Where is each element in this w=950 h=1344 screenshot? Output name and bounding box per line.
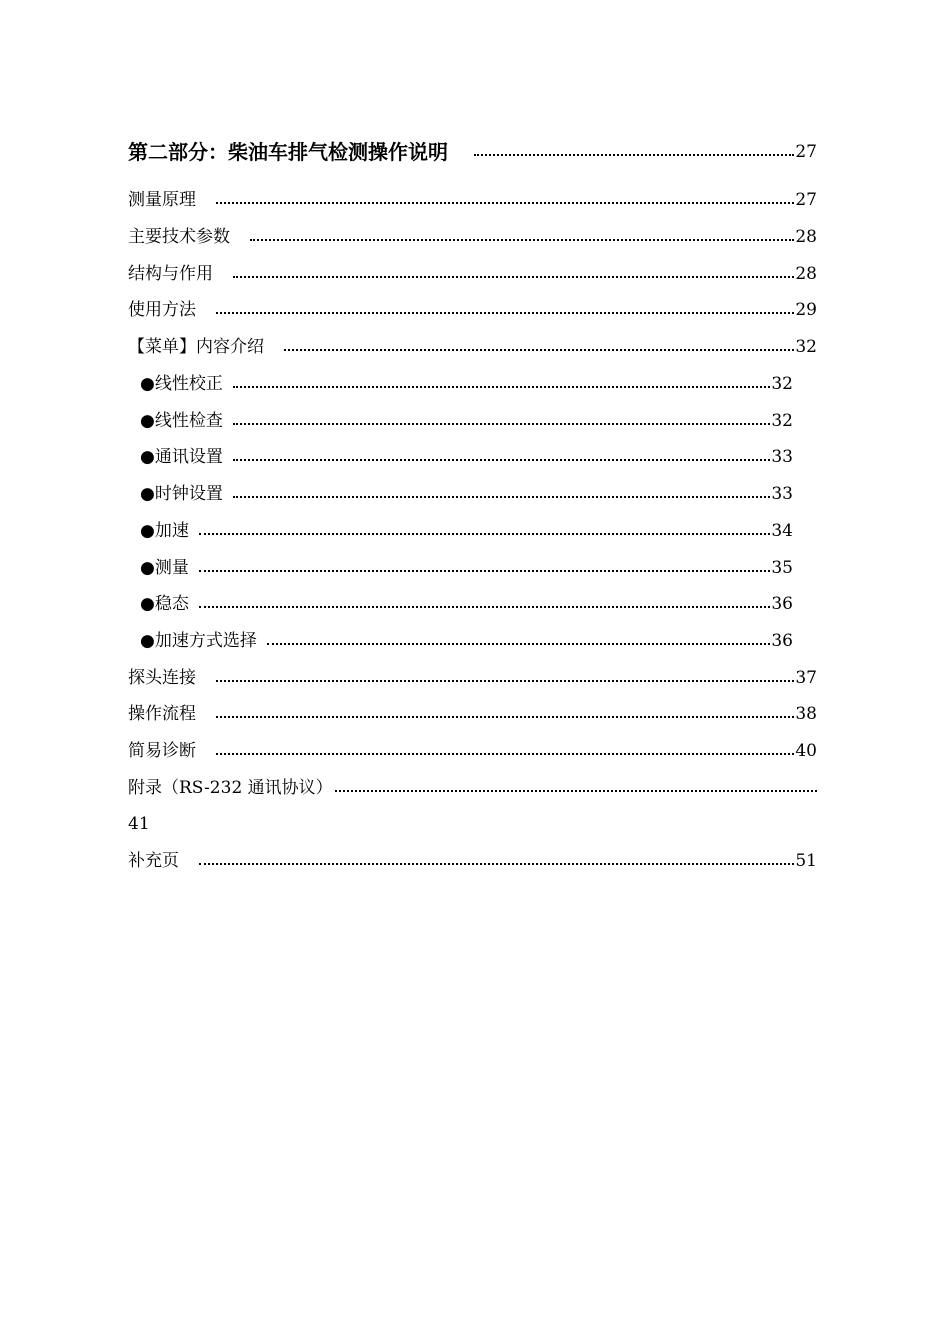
toc-entry-page: 37 [795,668,817,688]
toc-entry[interactable] [128,737,817,761]
toc-entry-page: 29 [795,300,817,320]
toc-subentry-page: 32 [771,374,793,394]
toc-entry-page: 28 [795,264,817,284]
dot-leader [284,349,794,351]
toc-subentry-page: 35 [771,558,793,578]
dot-leader [199,570,771,572]
toc-entry[interactable] [128,260,817,284]
toc-entry-label: 附录（RS-232 通讯协议） [128,778,333,798]
toc-entry[interactable] [128,700,817,724]
dot-leader [216,312,794,314]
dot-leader [199,606,771,608]
dot-leader [216,753,794,755]
toc-subentry-label: ●稳态 [140,594,189,614]
toc-entry-page: 51 [795,851,817,871]
toc-subentry-page: 36 [771,631,793,651]
toc-entry-page: 38 [795,704,817,724]
dot-leader [199,863,794,865]
toc-entry-page: 27 [795,190,817,210]
dot-leader [233,459,771,461]
dot-leader [233,496,771,498]
toc-entry-label: 使用方法 [128,300,196,320]
toc-entry-appendix-page: 41 [128,814,150,834]
toc-subentry-label: ●通讯设置 [140,447,223,467]
toc-entry[interactable] [128,296,817,320]
toc-entry-label: 主要技术参数 [128,227,230,247]
dot-leader [233,386,771,388]
toc-subentry[interactable] [140,627,793,651]
toc-subentry-label: ●线性检查 [140,411,223,431]
toc-entry-appendix[interactable] [128,774,817,798]
toc-subentry-page: 34 [771,521,793,541]
dot-leader [216,716,794,718]
toc-entry-label: 操作流程 [128,704,196,724]
toc-subentry-label: ●时钟设置 [140,484,223,504]
dot-leader [474,154,794,156]
toc-heading[interactable] [128,136,817,164]
toc-entry[interactable] [128,186,817,210]
toc-entry-label: 结构与作用 [128,264,213,284]
toc-subentry-page: 32 [771,411,793,431]
dot-leader [233,423,771,425]
dot-leader [233,276,794,278]
toc-entry[interactable] [128,223,817,247]
toc-entry[interactable] [128,664,817,688]
dot-leader [250,239,794,241]
toc-heading-page: 27 [795,142,817,162]
toc-subentry[interactable] [140,370,793,394]
toc-subentry[interactable] [140,443,793,467]
toc-entry-label: 【菜单】内容介绍 [128,337,264,357]
toc-entry-label: 探头连接 [128,668,196,688]
toc-subentry-label: ●加速 [140,521,189,541]
toc-subentry[interactable] [140,590,793,614]
dot-leader [216,202,794,204]
toc-entry-page: 32 [795,337,817,357]
toc-entry[interactable] [128,333,817,357]
toc-subentry[interactable] [140,407,793,431]
toc-subentry-page: 33 [771,447,793,467]
toc-subentry[interactable] [140,480,793,504]
toc-heading-label: 第二部分：柴油车排气检测操作说明 [128,140,448,164]
toc-subentry-page: 33 [771,484,793,504]
toc-subentry-label: ●测量 [140,558,189,578]
toc-entry-page: 40 [795,741,817,761]
toc-entry-label: 简易诊断 [128,741,196,761]
toc-entry-label: 测量原理 [128,190,196,210]
toc-subentry-page: 36 [771,594,793,614]
toc-subentry[interactable] [140,554,793,578]
toc-subentry-label: ●线性校正 [140,374,223,394]
toc-subentry[interactable] [140,517,793,541]
dot-leader [199,533,771,535]
dot-leader [267,643,771,645]
toc-entry[interactable] [128,847,817,871]
dot-leader [216,680,794,682]
dot-leader [335,790,817,792]
toc-subentry-label: ●加速方式选择 [140,631,257,651]
toc-entry-label: 补充页 [128,851,179,871]
toc-entry-page: 28 [795,227,817,247]
